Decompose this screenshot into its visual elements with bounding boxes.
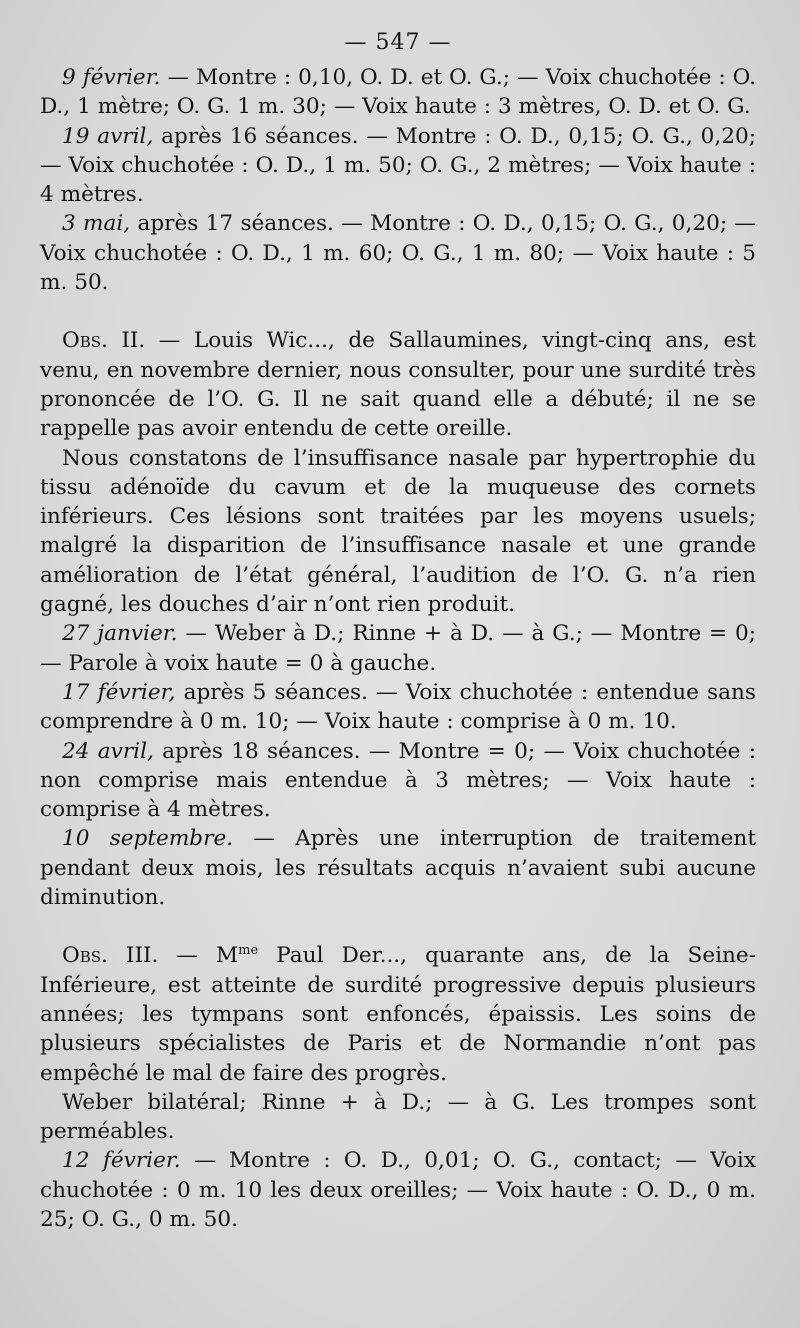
entry-text: — Après une interruption de traitement pendant deux mois, les résultats acquis n’avaient subi aucune diminution. bbox=[40, 826, 756, 911]
entry-text: après 18 séances. — Montre = 0; — Voix chuchotée : non comprise mais entendue à 3 mètres; — Voix haute : comprise à 4 mètres. bbox=[40, 738, 757, 823]
paragraph-obs-2 bbox=[40, 326, 756, 443]
section-gap bbox=[40, 297, 756, 326]
entry-date: 24 avril, bbox=[62, 738, 154, 764]
page-number: — 547 — bbox=[344, 30, 452, 55]
entry-date: 9 février. bbox=[62, 65, 161, 90]
entry-date: 12 février. bbox=[62, 1148, 181, 1174]
entry-date: 27 janvier. bbox=[62, 621, 178, 647]
entry-text: après 17 séances. — Montre : O. D., 0,15; O. G., 0,20; — Voix chuchotée : O. D., 1 m. 60; O. G., 1 m. 80; — Voix haute : 5 m. 50. bbox=[40, 211, 756, 296]
entry-date: 3 mai, bbox=[62, 211, 131, 237]
superscript: me bbox=[238, 943, 259, 959]
paragraph-17-fevrier bbox=[40, 678, 756, 737]
paragraph-3-mai bbox=[40, 209, 756, 297]
paragraph-19-avril bbox=[40, 122, 756, 210]
paragraph-weber bbox=[40, 1088, 756, 1147]
observation-label: Obs. III. bbox=[62, 943, 159, 969]
paragraph-27-janvier bbox=[40, 619, 756, 678]
paragraph-12-fevrier bbox=[40, 1146, 756, 1234]
paragraph-obs-3 bbox=[40, 941, 756, 1087]
section-gap bbox=[40, 912, 756, 941]
paragraph-text: Nous constatons de l’insuffisance nasale par hypertrophie du tissu adénoïde du cavum et de la muqueuse des cornets inférieurs. Ces lésions sont traitées par les moyens usuels; malgré la disparition de l’insuffisance nasale et une grande amélioration de l’état général, l’audition de l’O. G. n’a rien gagné, les douches d’air n’ont rien produit. bbox=[40, 445, 756, 618]
entry-text: après 16 séances. — Montre : O. D., 0,15; O. G., 0,20; — Voix chuchotée : O. D., 1 m. 50; O. G., 2 mètres; — Voix haute : 4 mètres. bbox=[40, 123, 756, 208]
paragraph-10-septembre bbox=[40, 824, 756, 912]
entry-text: — Montre : 0,10, O. D. et O. G.; — Voix chuchotée : O. D., 1 mètre; O. G. 1 m. 30; — Voix haute : 3 mètres, O. D. et O. G. bbox=[40, 65, 756, 120]
paragraph-text: Weber bilatéral; Rinne + à D.; — à G. Les trompes sont perméables. bbox=[40, 1089, 756, 1145]
paragraph-diagnosis bbox=[40, 444, 756, 620]
paragraph-text: — Louis Wic..., de Sallaumines, vingt-cinq ans, est venu, en novembre dernier, nous consulter, pour une surdité très prononcée de l’O. G. Il ne sait quand elle a débuté; il ne se rappelle pas avoir entendu de cette oreille. bbox=[40, 328, 756, 442]
paragraph-text: Paul Der..., quarante ans, de la Seine-Inférieure, est atteinte de surdité progressive depuis plusieurs années; les tympans sont enfoncés, épaissis. Les soins de plusieurs spécialistes de Paris et de Normandie n’ont pas empêché le mal de faire des progrès. bbox=[40, 943, 756, 1086]
observation-label: Obs. II. bbox=[62, 328, 146, 354]
paragraph-9-fevrier bbox=[40, 63, 756, 122]
entry-text: — Montre : O. D., 0,01; O. G., contact; — Voix chuchotée : 0 m. 10 les deux oreilles; — Voix haute : O. D., 0 m. 25; O. G., 0 m. 50. bbox=[40, 1148, 756, 1232]
entry-date: 10 septembre. bbox=[62, 826, 234, 852]
entry-date: 17 février, bbox=[62, 679, 176, 705]
entry-text: — Weber à D.; Rinne + à D. — à G.; — Montre = 0; — Parole à voix haute = 0 à gauche. bbox=[40, 621, 756, 676]
paragraph-24-avril bbox=[40, 737, 756, 825]
entry-text: après 5 séances. — Voix chuchotée : entendue sans comprendre à 0 m. 10; — Voix haute : comprise à 0 m. 10. bbox=[40, 679, 756, 735]
paragraph-text-start: — M bbox=[158, 943, 239, 969]
entry-date: 19 avril, bbox=[62, 123, 154, 149]
